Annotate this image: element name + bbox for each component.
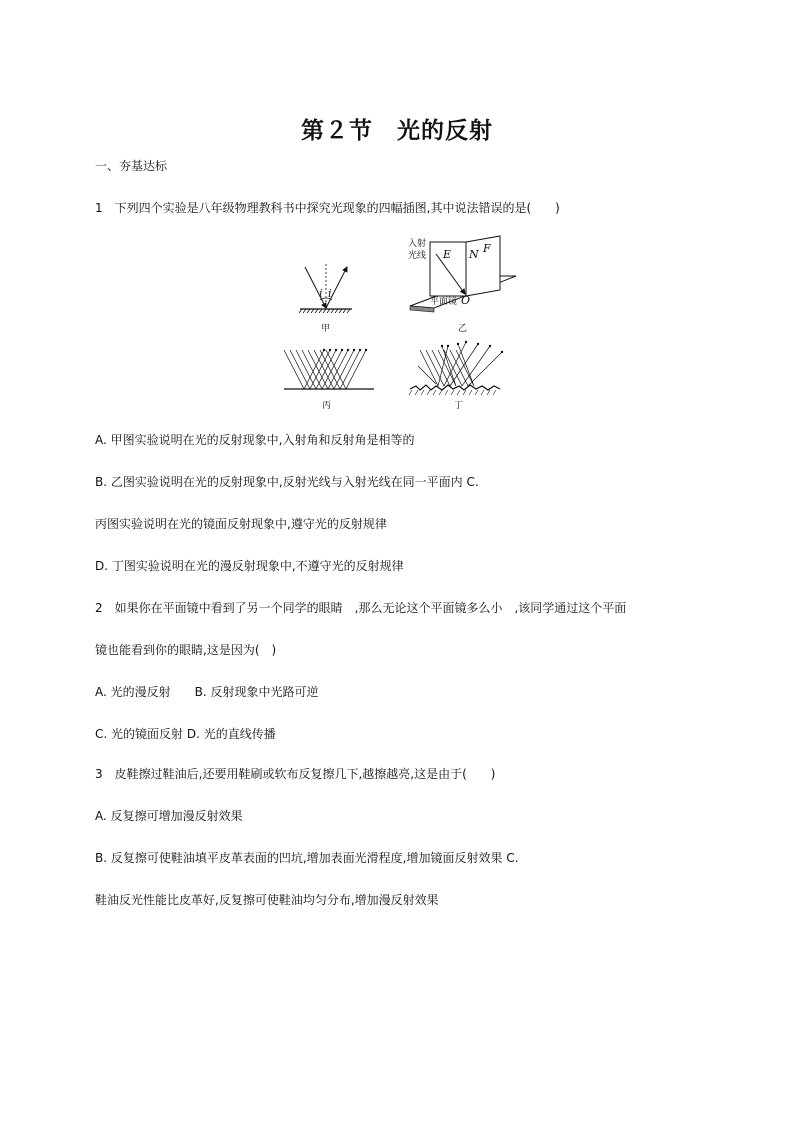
label-e: E [443, 248, 452, 261]
question-1-option-b: B. 乙图实验说明在光的反射现象中,反射光线与入射光线在同一平面内 C. [95, 475, 479, 489]
label-incident-1: 入射 [408, 239, 427, 249]
rough-surface [410, 385, 500, 390]
question-1-option-c: 丙图实验说明在光的镜面反射现象中,遵守光的反射规律 [95, 517, 387, 531]
diagram-ding [409, 341, 503, 411]
label-n: N [469, 248, 479, 261]
question-1-option-a: A. 甲图实验说明在光的反射现象中,入射角和反射角是相等的 [95, 433, 415, 447]
question-3-option-c: 鞋油反光性能比皮革好,反复擦可使鞋油均匀分布,增加漫反射效果 [95, 893, 439, 907]
question-2-stem-line-2: 镜也能看到你的眼睛,这是因为( ) [95, 643, 277, 657]
diagram-yi [408, 236, 516, 334]
label-ding: 丁 [454, 401, 464, 411]
label-o: O [461, 294, 471, 307]
question-1-option-d: D. 丁图实验说明在光的漫反射现象中,不遵守光的反射规律 [95, 559, 404, 573]
question-3-option-b: B. 反复擦可使鞋油填平皮革表面的凹坑,增加表面光滑程度,增加镜面反射效果 C. [95, 851, 519, 865]
question-2-options-ab: A. 光的漫反射 B. 反射现象中光路可逆 [95, 685, 319, 699]
rough-hatching [409, 390, 496, 395]
section-heading: 一、夯基达标 [95, 159, 168, 173]
label-mirror: 平面镜 [430, 297, 458, 307]
question-3-stem: 3 皮鞋擦过鞋油后,还要用鞋刷或软布反复擦几下,越擦越亮,这是由于( ) [95, 767, 496, 781]
label-incident-2: 光线 [408, 251, 427, 261]
label-yi: 乙 [458, 324, 468, 334]
question-1-figure [270, 234, 530, 414]
question-3-option-a: A. 反复擦可增加漫反射效果 [95, 809, 243, 823]
label-f: F [483, 242, 491, 255]
label-jia: 甲 [321, 324, 331, 334]
scattered-arrowheads [441, 341, 503, 353]
diagram-bing [284, 349, 374, 411]
page-title: 第２节 光的反射 [301, 118, 493, 144]
question-2-options-cd: C. 光的镜面反射 D. 光的直线传播 [95, 727, 276, 741]
question-1-stem: 1 下列四个实验是八年级物理教科书中探究光现象的四幅插图,其中说法错误的是( ) [95, 201, 560, 215]
parallel-reflected-rays [284, 350, 366, 389]
label-bing: 丙 [322, 401, 332, 411]
angle-i-left: i [319, 287, 323, 300]
mirror-hatching [299, 309, 350, 313]
question-2-stem-line-1: 2 如果你在平面镜中看到了另一个同学的眼睛 ,那么无论这个平面镜多么小 ,该同学通过这个平面 [95, 601, 627, 615]
incident-ray [305, 267, 326, 308]
experiment-diagrams [270, 234, 530, 414]
scattered-rays [418, 342, 502, 386]
ray-arrowheads [323, 349, 367, 351]
angle-i-right: i [328, 287, 332, 300]
diagram-jia [299, 264, 352, 334]
